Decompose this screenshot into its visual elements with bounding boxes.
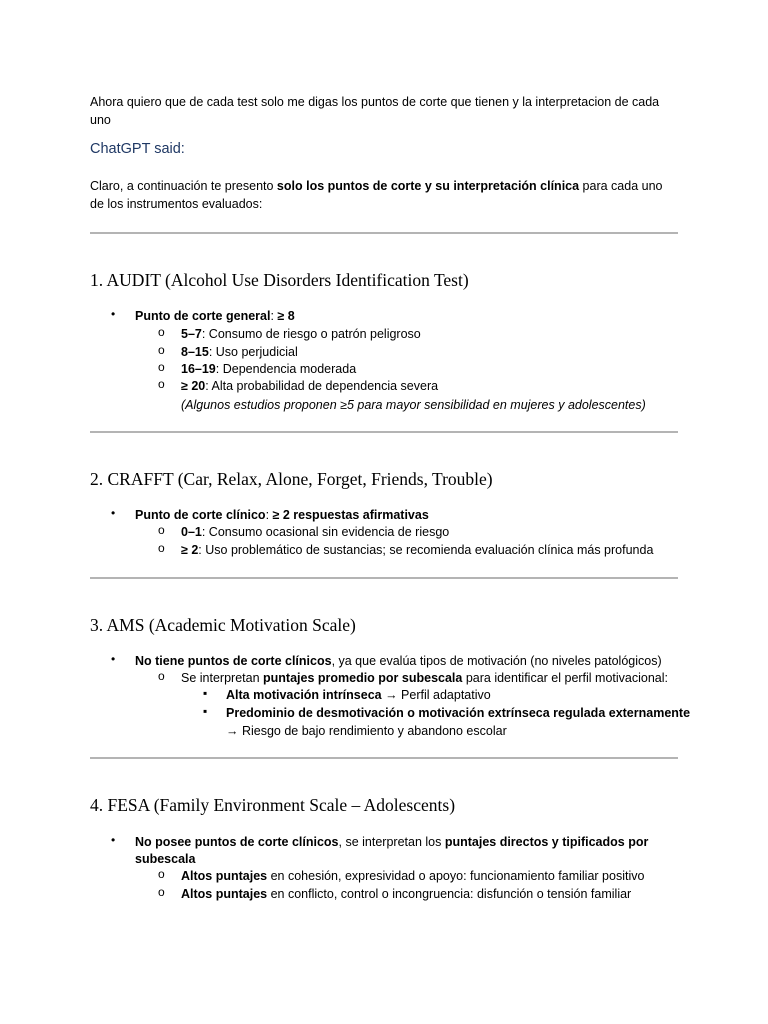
audit-cutoff-value: ≥ 8 [277,309,295,323]
crafft-cutoff [135,506,429,524]
fesa-sub-marker-2: o [158,885,165,899]
audit-cutoff [135,307,295,325]
crafft-range-2 [181,541,653,559]
ams-square-marker-1: ▪ [203,686,208,700]
crafft-cutoff-label: Punto de corte clínico [135,508,266,522]
ams-main-text: , ya que evalúa tipos de motivación (no niveles patológicos) [331,654,662,668]
crafft-range-2-text: : Uso problemático de sustancias; se recomienda evaluación clínica más profunda [198,543,654,557]
ams-sub [181,669,668,687]
audit-range-4 [181,377,438,395]
divider-4 [90,757,678,759]
audit-range-4-value: ≥ 20 [181,379,206,393]
fesa-heading: 4. FESA (Family Environment Scale – Adolescents) [90,795,456,815]
audit-heading: 1. AUDIT (Alcohol Use Disorders Identification Test) [90,270,469,290]
ams-profile-1-text: → Perfil adaptativo [381,688,491,702]
audit-note: (Algunos estudios proponen ≥5 para mayor sensibilidad en mujeres y adolescentes) [181,398,646,412]
audit-sub-marker-4: o [158,377,165,391]
ams-sub-post: para identificar el perfil motivacional: [462,671,669,685]
divider-1 [90,232,678,234]
audit-range-1-value: 5–7 [181,327,202,341]
audit-range-3-text: : Dependencia moderada [215,362,357,376]
crafft-range-1-value: 0–1 [181,525,202,539]
ams-sub-bold: puntajes promedio por subescala [263,671,463,685]
intro-pre: Claro, a continuación te presento [90,179,277,193]
audit-range-2-value: 8–15 [181,345,209,359]
audit-cutoff-label: Punto de corte general [135,309,271,323]
ams-profile-2-result: → Riesgo de bajo rendimiento y abandono escolar [226,724,507,738]
fesa-item-2 [181,885,631,903]
fesa-item-2-text: en conflicto, control o incongruencia: disfunción o tensión familiar [267,887,632,901]
audit-range-1-text: : Consumo de riesgo o patrón peligroso [201,327,421,341]
audit-sub-marker-3: o [158,360,165,374]
audit-sub-marker-1: o [158,325,165,339]
fesa-main-cont [135,850,195,868]
ams-main [135,652,662,670]
ams-square-marker-2: ▪ [203,704,208,718]
intro-paragraph [90,177,678,213]
crafft-sub-marker-1: o [158,523,165,537]
audit-range-2 [181,343,298,361]
fesa-bullet: • [111,833,116,847]
ams-sub-pre: Se interpretan [181,671,263,685]
audit-range-3 [181,360,356,378]
ams-sub-marker: o [158,669,165,683]
audit-cutoff-sep: : [270,309,278,323]
fesa-item-1-bold: Altos puntajes [181,869,268,883]
audit-sub-marker-2: o [158,343,165,357]
fesa-main-bold: No posee puntos de corte clínicos [135,835,339,849]
crafft-sub-marker-2: o [158,541,165,555]
audit-range-2-text: : Uso perjudicial [208,345,298,359]
user-prompt: Ahora quiero que de cada test solo me digas los puntos de corte que tienen y la interpretacion de cada uno [90,95,660,127]
ams-profile-1 [226,686,491,704]
fesa-sub-marker-1: o [158,867,165,881]
intro-post: para cada uno de los instrumentos evaluados: [90,179,663,211]
fesa-main [135,833,648,851]
fesa-main-bold-3: subescala [135,852,196,866]
audit-range-1 [181,325,421,343]
fesa-main-bold-2: puntajes directos y tipificados por [444,835,649,849]
fesa-main-text: , se interpretan los [338,835,445,849]
divider-3 [90,577,678,579]
crafft-cutoff-sep: : [265,508,273,522]
fesa-item-1-text: en cohesión, expresividad o apoyo: funcionamiento familiar positivo [267,869,645,883]
ams-profile-2 [226,704,690,722]
crafft-range-2-value: ≥ 2 [181,543,199,557]
audit-range-4-text: : Alta probabilidad de dependencia severa [205,379,439,393]
crafft-range-1 [181,523,449,541]
crafft-range-1-text: : Consumo ocasional sin evidencia de riesgo [201,525,450,539]
ams-bullet: • [111,652,116,666]
fesa-item-1 [181,867,644,885]
audit-range-3-value: 16–19 [181,362,216,376]
ams-main-bold: No tiene puntos de corte clínicos [135,654,332,668]
crafft-cutoff-value: ≥ 2 respuestas afirmativas [272,508,429,522]
fesa-item-2-bold: Altos puntajes [181,887,268,901]
crafft-heading: 2. CRAFFT (Car, Relax, Alone, Forget, Friends, Trouble) [90,469,493,489]
intro-bold: solo los puntos de corte y su interpretación clínica [276,179,580,193]
ams-heading: 3. AMS (Academic Motivation Scale) [90,615,356,635]
audit-bullet: • [111,307,116,321]
ams-profile-1-bold: Alta motivación intrínseca [226,688,382,702]
ams-profile-2-bold: Predominio de desmotivación o motivación extrínseca regulada externamente [226,706,691,720]
divider-2 [90,431,678,433]
crafft-bullet: • [111,506,116,520]
chatgpt-said-label: ChatGPT said: [90,141,185,157]
